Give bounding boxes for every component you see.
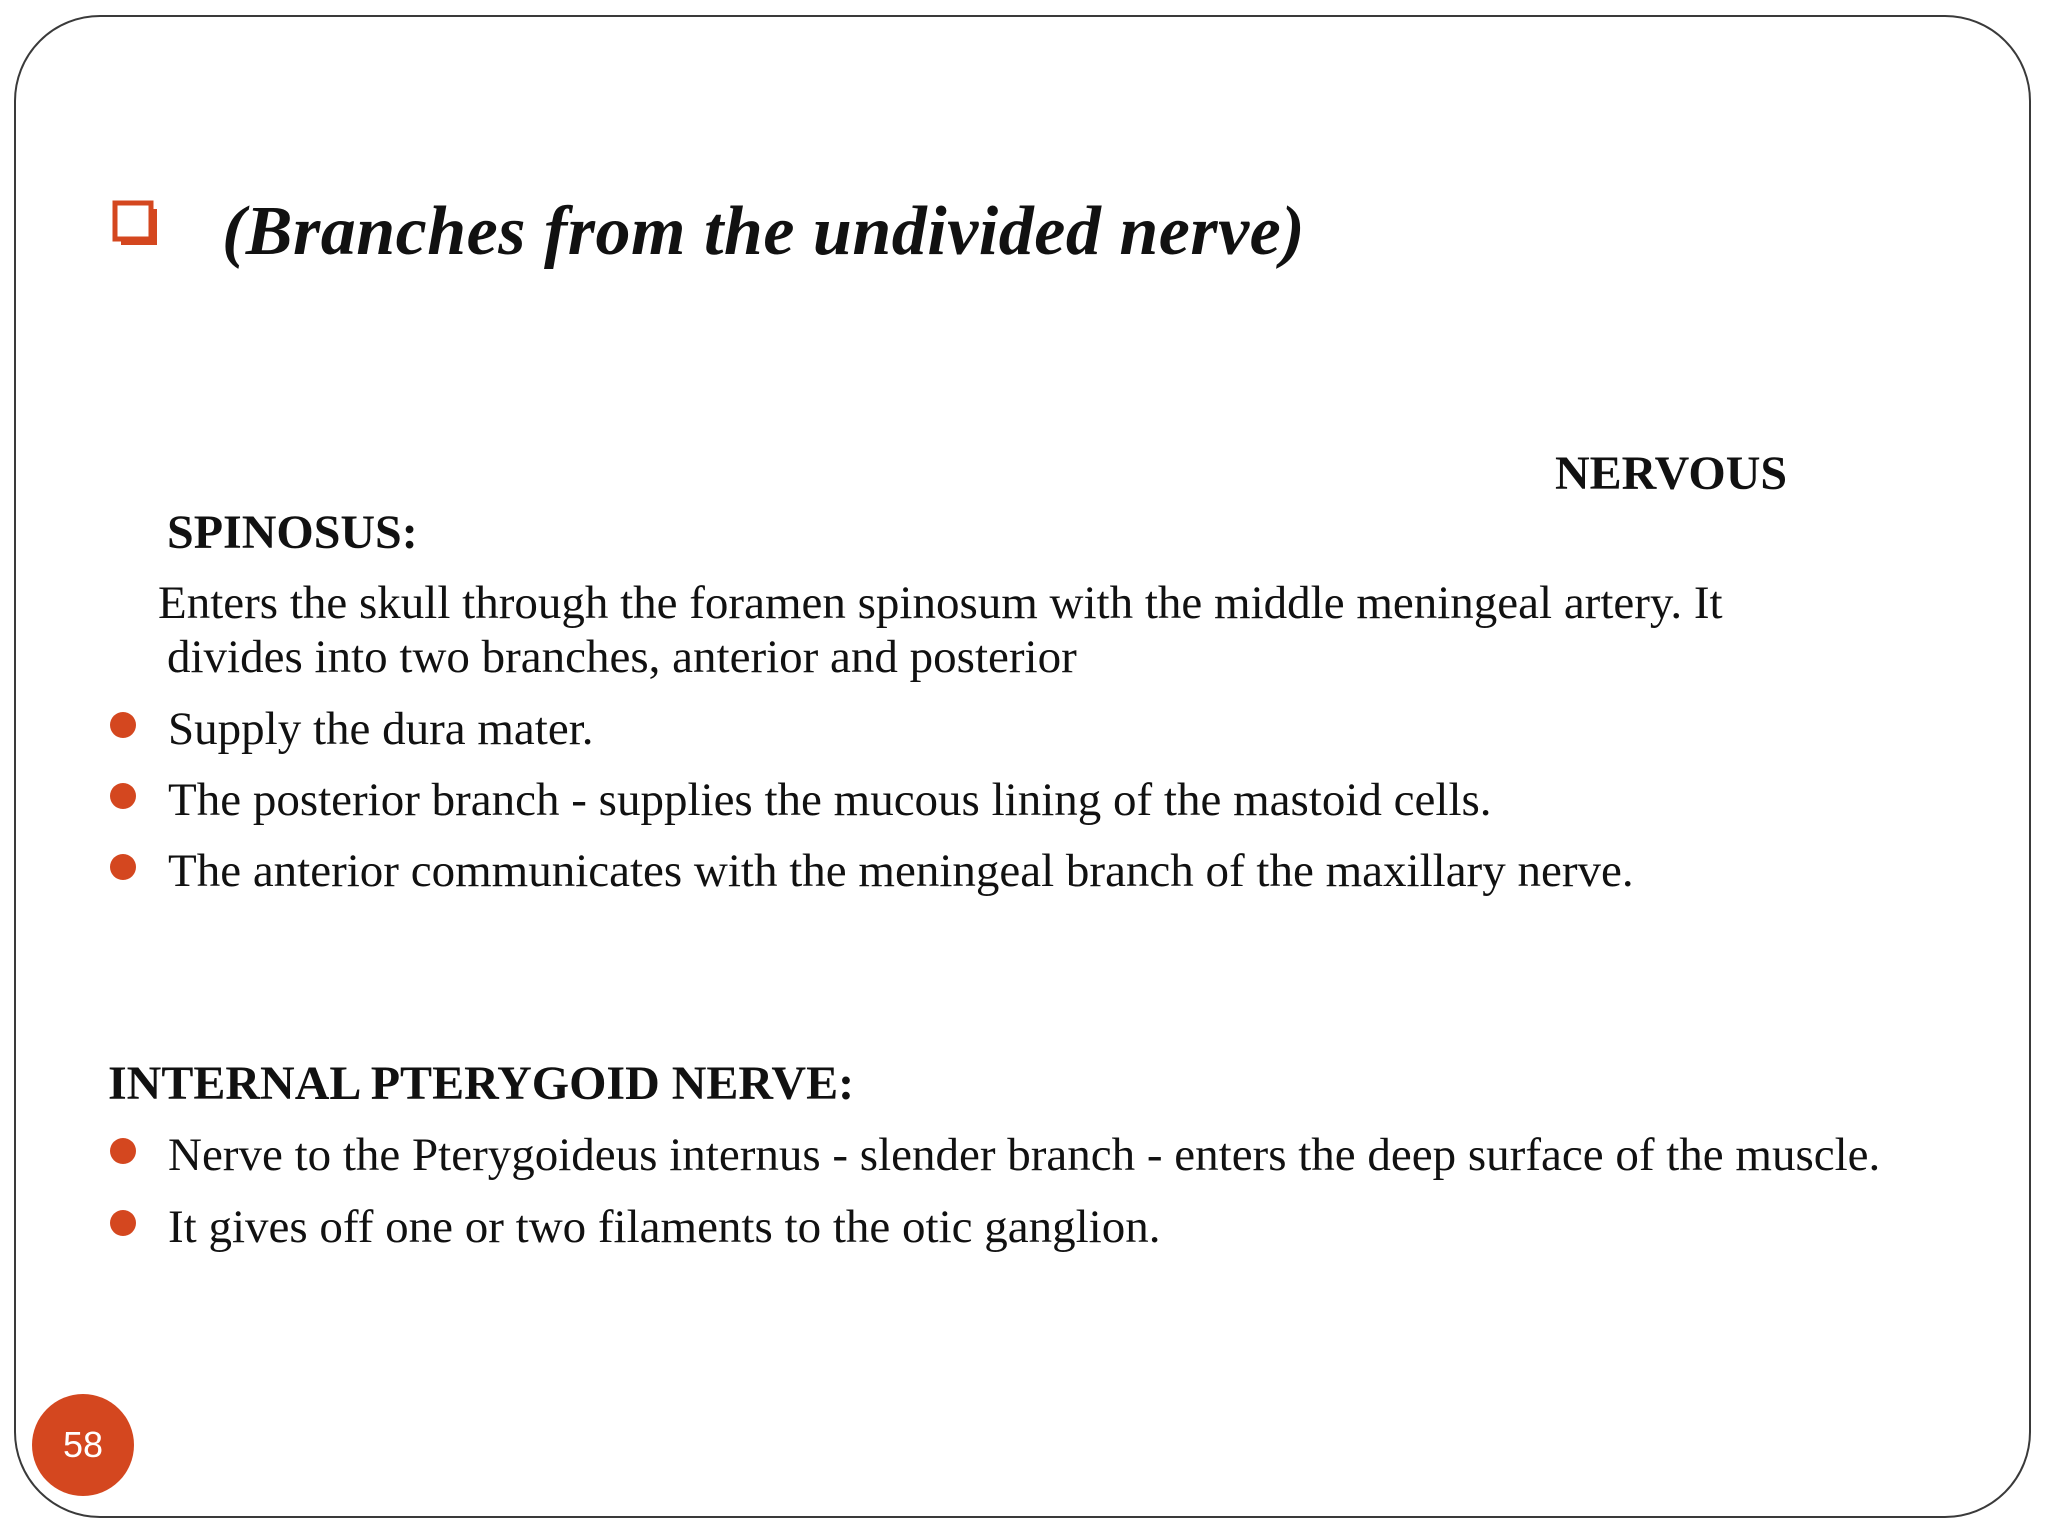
bullet-dot-icon xyxy=(110,1210,136,1236)
description-line-1: Enters the skull through the foramen spinosum with the middle meningeal artery. It xyxy=(158,577,1723,629)
list-item-text: Nerve to the Pterygoideus internus - slender branch - enters the deep surface of the muscle. xyxy=(168,1129,1881,1181)
list-item-text: The anterior communicates with the meningeal branch of the maxillary nerve. xyxy=(168,845,1634,897)
list-item xyxy=(106,844,1946,898)
page-number-badge xyxy=(32,1394,134,1496)
spinosus-description xyxy=(158,576,1938,684)
page-number: 58 xyxy=(62,1424,104,1465)
spinosus-bullet-list xyxy=(106,702,1946,915)
spinosus-heading: SPINOSUS: xyxy=(167,506,418,559)
bullet-dot-icon xyxy=(110,1138,136,1164)
nervous-label: NERVOUS xyxy=(1555,447,1788,500)
list-item xyxy=(106,702,1946,756)
bullet-dot-icon xyxy=(110,783,136,809)
internal-pterygoid-heading: INTERNAL PTERYGOID NERVE: xyxy=(108,1057,855,1110)
pterygoid-bullet-list xyxy=(106,1128,1946,1272)
list-item-text: Supply the dura mater. xyxy=(168,703,594,755)
list-item-text: The posterior branch - supplies the mucous lining of the mastoid cells. xyxy=(168,774,1492,826)
list-item xyxy=(106,1200,1946,1254)
description-line-2: divides into two branches, anterior and posterior xyxy=(167,631,1077,683)
list-item xyxy=(106,773,1946,827)
list-item-text: It gives off one or two filaments to the otic ganglion. xyxy=(168,1201,1161,1253)
list-item xyxy=(106,1128,1946,1182)
bullet-dot-icon xyxy=(110,712,136,738)
slide-title: (Branches from the undivided nerve) xyxy=(222,193,1306,270)
bullet-dot-icon xyxy=(110,854,136,880)
checkbox-icon xyxy=(112,200,160,248)
